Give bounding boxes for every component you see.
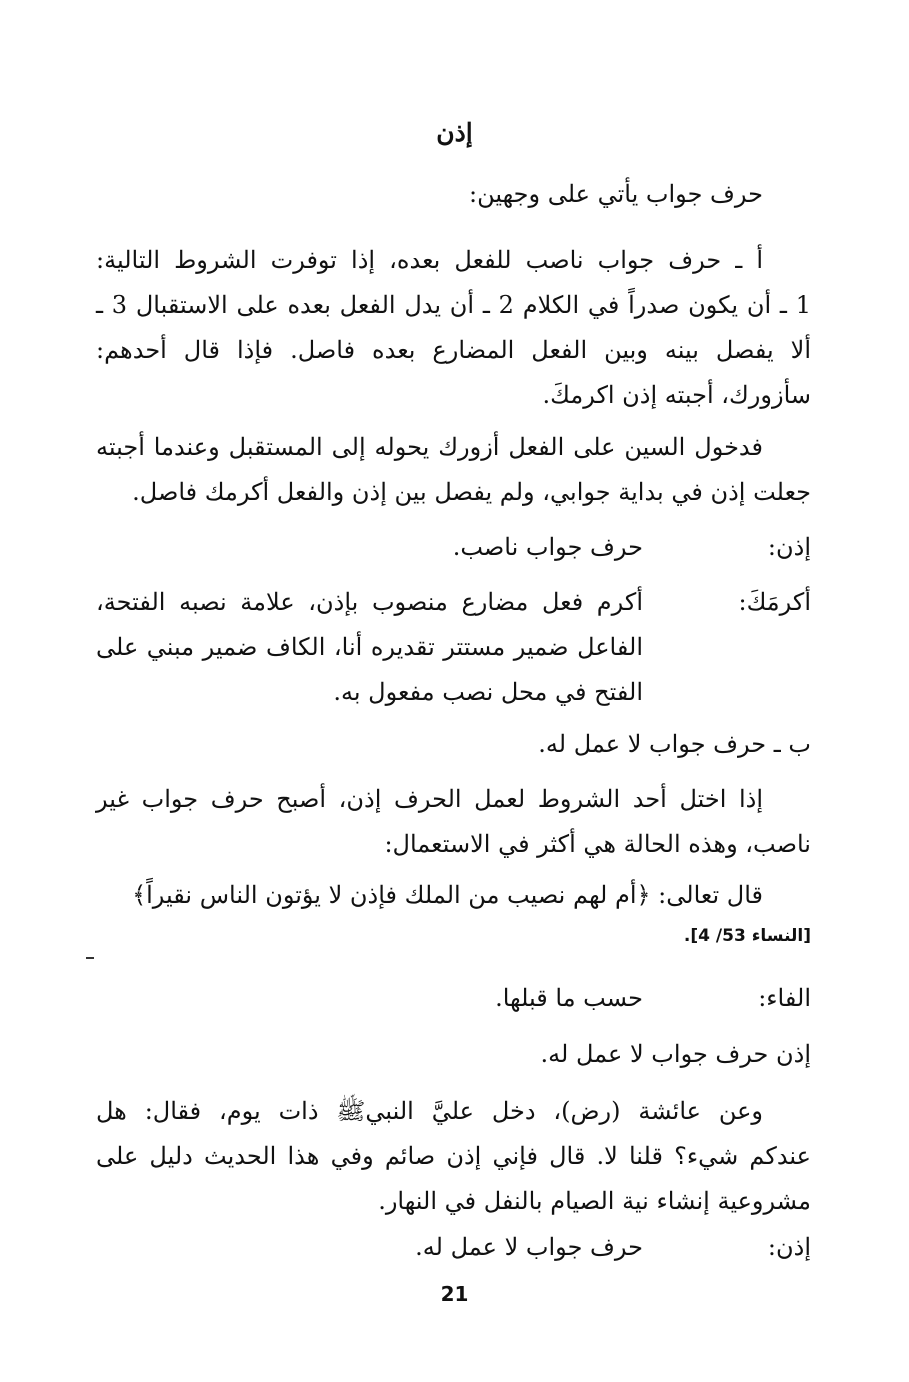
idhan-note: إذن حرف جواب لا عمل له. bbox=[540, 1040, 811, 1068]
analysis-definition bbox=[96, 580, 643, 715]
case-a-line: سأزورك، أجبته إذن اكرمكَ. bbox=[542, 381, 811, 409]
hadith-line: وعن عائشة (رض)، دخل عليَّ النبيﷺ ذات يوم، فقال: هل bbox=[96, 1097, 763, 1125]
explanation-paragraph-2 bbox=[96, 777, 811, 867]
definition-line: أكرم فعل مضارع منصوب بإذن، علامة نصبه الفتحة، bbox=[96, 588, 643, 616]
definition-line: الفاعل ضمير مستتر تقديره أنا، الكاف ضمير مبني على bbox=[96, 633, 643, 661]
analysis-term: أكرمَكَ: bbox=[738, 588, 811, 616]
page-number: 21 bbox=[440, 1282, 469, 1306]
explanation-2-line: إذا اختل أحد الشروط لعمل الحرف إذن، أصبح حرف جواب غير bbox=[96, 785, 763, 813]
definition-line: الفتح في محل نصب مفعول به. bbox=[333, 678, 643, 706]
case-b-paragraph: ب ـ حرف جواب لا عمل له. bbox=[538, 730, 811, 758]
intro-paragraph: حرف جواب يأتي على وجهين: bbox=[469, 180, 763, 208]
explanation-1-line: فدخول السين على الفعل أزورك يحوله إلى المستقبل وعندما أجبته bbox=[96, 433, 763, 461]
case-a-line: أ ـ حرف جواب ناصب للفعل بعده، إذا توفرت الشروط التالية: bbox=[96, 246, 764, 274]
case-a-line: ألا يفصل بينه وبين الفعل المضارع بعده فاصل. فإذا قال أحدهم: bbox=[96, 336, 811, 364]
page-title: إذن bbox=[436, 118, 473, 147]
analysis-definition: حرف جواب ناصب. bbox=[452, 533, 643, 561]
analysis-term: إذن: bbox=[767, 533, 811, 561]
quran-citation: [النساء 53/ 4]. bbox=[683, 926, 811, 946]
explanation-paragraph-1 bbox=[96, 425, 811, 515]
hadith-line: عندكم شيء؟ قلنا لا. قال فإني إذن صائم وفي هذا الحديث دليل على bbox=[96, 1142, 811, 1170]
quran-quote: قال تعالى: ﴿أم لهم نصيب من الملك فإذن لا يؤتون الناس نقيراً﴾ bbox=[132, 881, 763, 909]
analysis-definition: حرف جواب لا عمل له. bbox=[415, 1233, 643, 1261]
hadith-paragraph bbox=[96, 1089, 811, 1224]
analysis-term: الفاء: bbox=[758, 984, 811, 1012]
analysis-definition: حسب ما قبلها. bbox=[495, 984, 643, 1012]
explanation-1-line: جعلت إذن في بداية جوابي، ولم يفصل بين إذن والفعل أكرمك فاصل. bbox=[132, 478, 811, 506]
case-a-line: 1 ـ أن يكون صدراً في الكلام 2 ـ أن يدل الفعل بعده على الاستقبال 3 ـ bbox=[96, 291, 811, 319]
explanation-2-line: ناصب، وهذه الحالة هي أكثر في الاستعمال: bbox=[384, 830, 811, 858]
scan-mark bbox=[86, 957, 94, 959]
analysis-term: إذن: bbox=[767, 1233, 811, 1261]
case-a-paragraph bbox=[96, 238, 811, 418]
hadith-line: مشروعية إنشاء نية الصيام بالنفل في النهار. bbox=[378, 1187, 811, 1215]
